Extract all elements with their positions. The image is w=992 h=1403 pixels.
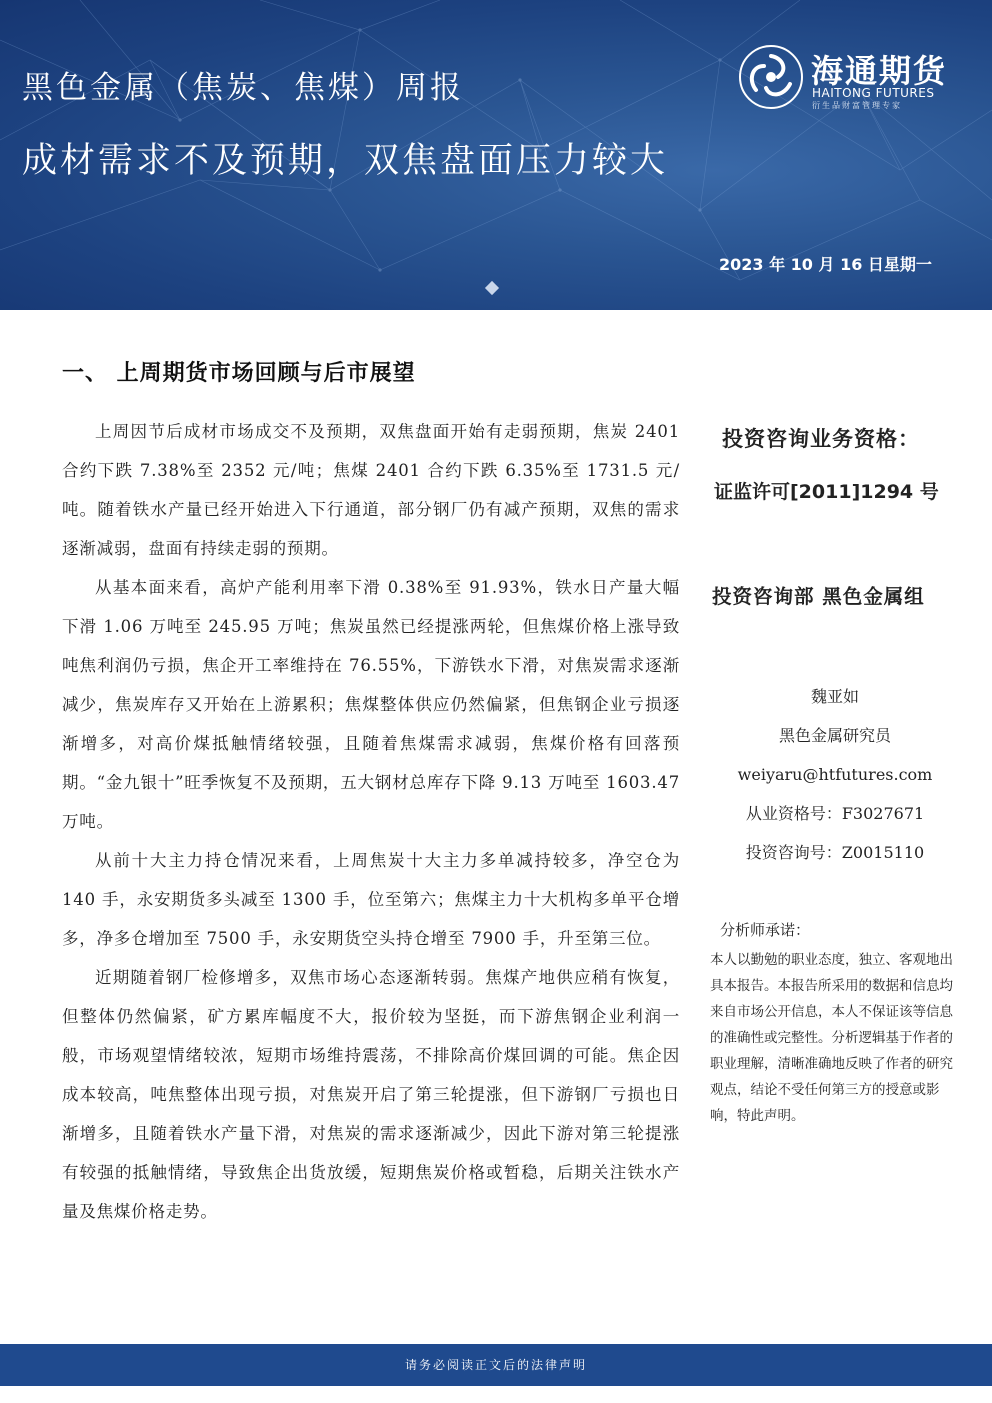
analyst-contact (712, 677, 958, 872)
report-series-title: 黑色金属（焦炭、焦煤）周报 (22, 70, 464, 106)
body-paragraph: 从基本面来看，高炉产能利用率下滑 0.38%至 91.93%，铁水日产量大幅下滑 1.06 万吨至 245.95 万吨；焦炭虽然已经提涨两轮，但焦煤价格上涨导致吨焦利润仍亏损，焦企开工率维持在 76.55%，下游铁水下滑，对焦炭需求逐渐减少，焦炭库存又开始在上游累积；焦煤整体供应仍然偏紧，但焦钢企业亏损逐渐增多，对高价煤抵触情绪较强，且随着焦煤需求减弱，焦煤价格有回落预期。“金九银十”旺季恢复不及预期，五大钢材总库存下降 9.13 万吨至 1603.47 万吨。 (62, 578, 680, 831)
haitong-logo (738, 44, 958, 114)
logo-chinese-name: 海通期货 (811, 52, 948, 90)
body-paragraph: 近期随着钢厂检修增多，双焦市场心态逐渐转弱。焦煤产地供应稍有恢复，但整体仍然偏紧，矿方累库幅度不大，报价较为坚挺，而下游焦钢企业利润一般，市场观望情绪较浓，短期市场维持震荡，不排除高价煤回调的可能。焦企因成本较高，吨焦整体出现亏损，对焦炭开启了第三轮提涨，但下游钢厂亏损也日渐增多，且随着铁水产量下滑，对焦炭的需求逐渐减少，因此下游对第三轮提涨有较强的抵触情绪，导致焦企出货放缓，短期焦炭价格或暂稳，后期关注铁水产量及焦煤价格走势。 (62, 968, 680, 1221)
analyst-practice-number: 从业资格号：F3027671 (745, 804, 925, 823)
analyst-name: 魏亚如 (810, 687, 859, 706)
body-paragraph: 从前十大主力持仓情况来看，上周焦炭十大主力多单减持较多，净空仓为 140 手，永安期货多头减至 1300 手，位至第六；焦煤主力十大机构多单平仓增多，净多仓增加至 7500 手，永安期货空头持仓增至 7900 手，升至第三位。 (62, 851, 680, 948)
section-heading: 一、 上周期货市场回顾与后市展望 (62, 361, 416, 386)
analyst-email[interactable]: weiyaru@htfutures.com (737, 765, 933, 784)
logo-tagline: 衍生品财富管理专家 (812, 101, 902, 110)
analyst-pledge-title: 分析师承诺： (720, 921, 811, 939)
report-date: 2023 年 10 月 16 日星期一 (719, 255, 932, 274)
body-paragraph: 上周因节后成材市场成交不及预期，双焦盘面开始有走弱预期，焦炭 2401 合约下跌 7.38%至 2352 元/吨；焦煤 2401 合约下跌 6.35%至 1731.5 元/吨。随着铁水产量已经开始进入下行通道，部分钢厂仍有减产预期，双焦的需求逐渐减弱，盘面有持续走弱的预期。 (62, 422, 680, 558)
header-banner (0, 0, 992, 310)
report-headline: 成材需求不及预期，双焦盘面压力较大 (22, 141, 669, 181)
analyst-pledge-body: 本人以勤勉的职业态度，独立、客观地出具本报告。本报告所采用的数据和信息均来自市场公开信息，本人不保证该等信息的准确性或完整性。分析逻辑基于作者的职业理解，清晰准确地反映了作者的研究观点，结论不受任何第三方的授意或影响，特此声明。 (710, 952, 953, 1124)
haitong-logo-mark-icon (738, 44, 804, 110)
qualification-number: 证监许可[2011]1294 号 (714, 481, 939, 503)
qualification-label: 投资咨询业务资格： (722, 427, 920, 451)
legal-notice-link[interactable]: 请务必阅读正文后的法律声明 (404, 1358, 587, 1372)
analyst-consult-number: 投资咨询号：Z0015110 (745, 843, 925, 862)
main-body (62, 412, 680, 1231)
analyst-title: 黑色金属研究员 (778, 726, 891, 745)
department-name: 投资咨询部 黑色金属组 (712, 585, 925, 608)
logo-english-name: HAITONG FUTURES (812, 86, 935, 100)
footer-bar (0, 1344, 992, 1386)
